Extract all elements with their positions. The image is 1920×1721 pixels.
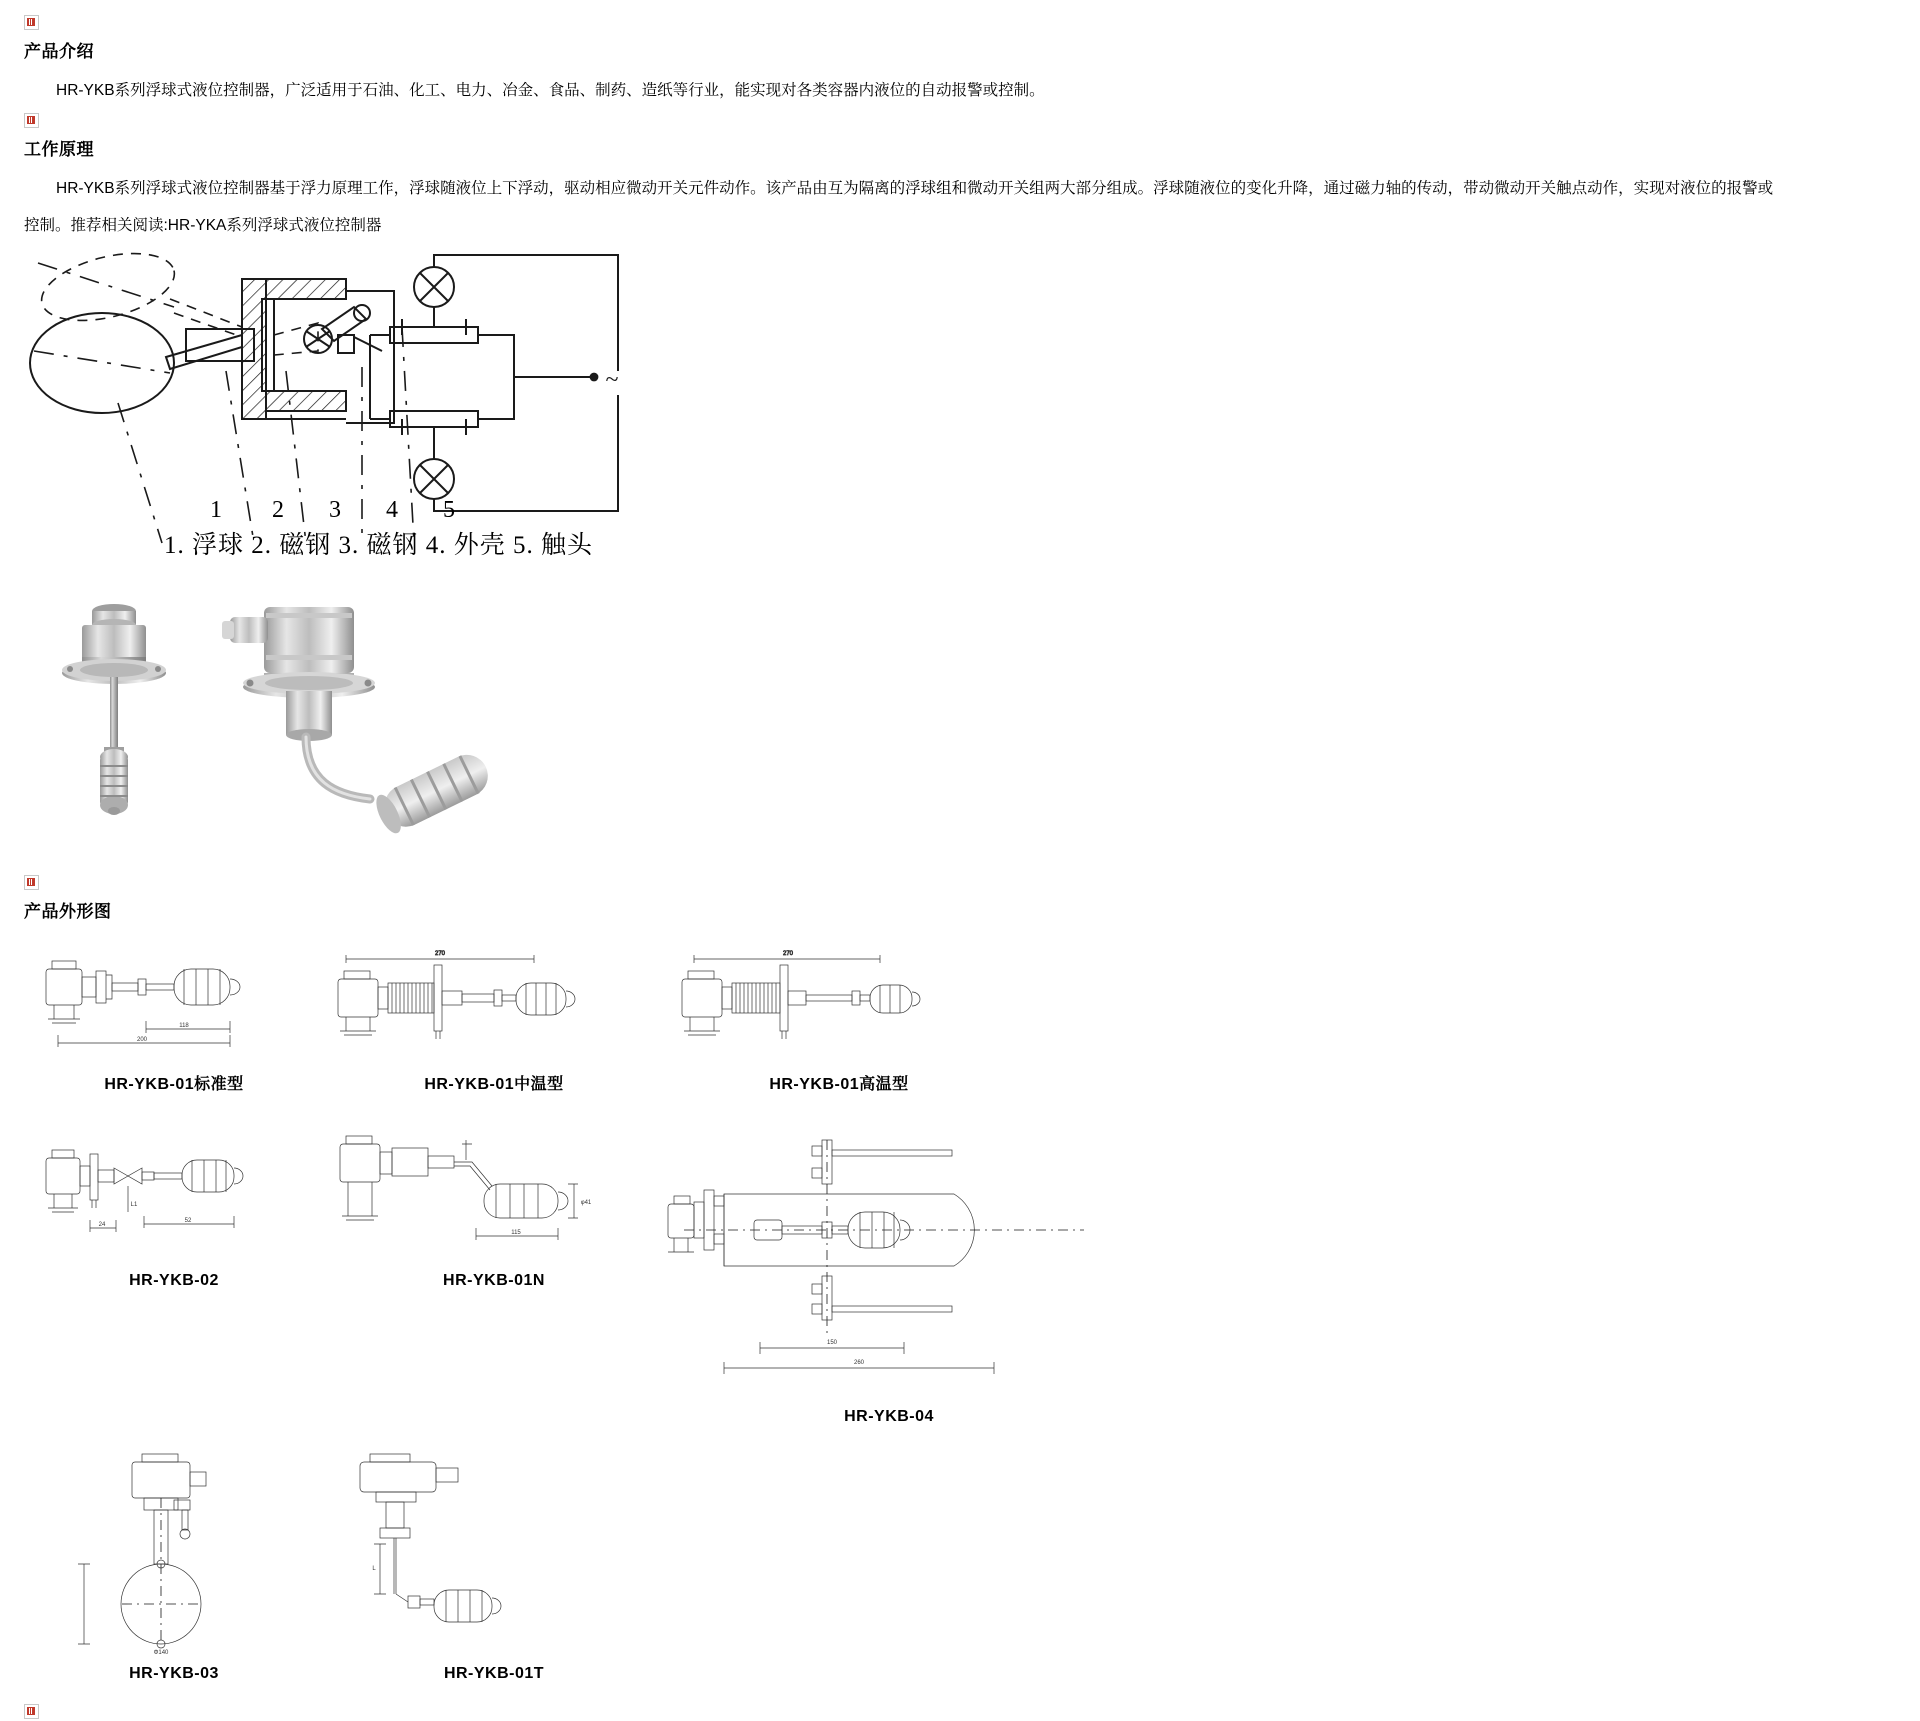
dim-L: L xyxy=(372,1566,376,1572)
caption-ykb01-standard: HR-YKB-01标准型 xyxy=(104,1076,244,1093)
dim-118: 118 xyxy=(179,1023,189,1029)
product-photo-right xyxy=(222,607,495,837)
section-title-outline: 产品外形图 xyxy=(24,902,112,921)
outline-cell-ykb04 xyxy=(664,1116,1114,1426)
product-photos xyxy=(34,595,1896,860)
outline-drawings-grid xyxy=(24,935,1896,1683)
caption-ykb03: HR-YKB-03 xyxy=(129,1665,219,1682)
dim-phi41: φ41 xyxy=(580,1200,592,1206)
caption-ykb02: HR-YKB-02 xyxy=(129,1272,219,1289)
outline-row-3 xyxy=(24,1444,1896,1683)
callout-number-1: 1 xyxy=(210,497,222,523)
principle-legend: 1. 浮球 2. 磁钢 3. 磁钢 4. 外壳 5. 触头 xyxy=(164,532,594,559)
drawing-ykb04 xyxy=(664,1116,1104,1406)
outline-cell-ykb01n xyxy=(324,1116,664,1290)
drawing-ykb01-standard xyxy=(24,935,314,1065)
outline-cell-ykb01-standard xyxy=(24,935,324,1094)
product-photo-left xyxy=(62,604,166,815)
callout-number-5: 5 xyxy=(443,497,455,523)
dim-270: 270 xyxy=(434,951,446,957)
outline-cell-ykb01-medium xyxy=(324,935,664,1094)
outline-row-1 xyxy=(24,935,1896,1094)
outline-cell-ykb01-high xyxy=(664,935,1014,1094)
drawing-ykb03 xyxy=(24,1444,314,1659)
outline-cell-ykb02 xyxy=(24,1116,324,1290)
caption-ykb01-high: HR-YKB-01高温型 xyxy=(769,1076,909,1093)
callout-number-4: 4 xyxy=(386,497,398,523)
dim-270: 270 xyxy=(782,951,794,957)
callout-number-2: 2 xyxy=(272,497,284,523)
callout-number-3: 3 xyxy=(329,497,341,523)
caption-ykb01n: HR-YKB-01N xyxy=(443,1272,545,1289)
dim-phi140: Φ140 xyxy=(153,1650,169,1656)
broken-image-icon xyxy=(24,15,39,30)
dim-115: 115 xyxy=(511,1230,521,1236)
dim-150: 150 xyxy=(826,1340,838,1346)
principle-paragraph-2: 控制。推荐相关阅读:HR-YKA系列浮球式液位控制器 xyxy=(24,217,382,234)
drawing-ykb01n xyxy=(324,1116,654,1266)
section-title-principle: 工作原理 xyxy=(24,140,94,159)
dim-24: 24 xyxy=(98,1222,106,1228)
broken-image-icon xyxy=(24,113,39,128)
outline-cell-ykb03 xyxy=(24,1444,324,1683)
caption-ykb04: HR-YKB-04 xyxy=(844,1408,934,1425)
intro-paragraph: HR-YKB系列浮球式液位控制器，广泛适用于石油、化工、电力、冶金、食品、制药、造纸等行业，能实现对各类容器内液位的自动报警或控制。 xyxy=(56,82,1045,99)
caption-ykb01t: HR-YKB-01T xyxy=(443,1665,545,1682)
principle-schematic-diagram xyxy=(18,247,1438,577)
drawing-ykb01-medium xyxy=(324,935,654,1065)
drawing-ykb02 xyxy=(24,1116,314,1266)
principle-paragraph-1: HR-YKB系列浮球式液位控制器基于浮力原理工作，浮球随液位上下浮动，驱动相应微动开关元件动作。该产品由互为隔离的浮球组和微动开关组两大部分组成。浮球随液位的变化升降，通过磁力轴的传动，带动微动开关触点动作，实现对液位的报警或 xyxy=(56,180,1774,197)
dim-L1: L1 xyxy=(130,1202,138,1208)
product-photo-group-svg xyxy=(34,595,554,860)
dim-260: 260 xyxy=(853,1360,865,1366)
caption-ykb01-medium: HR-YKB-01中温型 xyxy=(424,1076,564,1093)
outline-cell-ykb01t xyxy=(324,1444,664,1683)
broken-image-icon xyxy=(24,1704,39,1719)
svg-text:~: ~ xyxy=(605,367,619,393)
dim-52: 52 xyxy=(184,1218,192,1224)
dim-200: 200 xyxy=(136,1037,148,1043)
drawing-ykb01t xyxy=(324,1444,654,1659)
section-title-intro: 产品介绍 xyxy=(24,42,94,61)
broken-image-icon xyxy=(24,875,39,890)
principle-schematic-svg xyxy=(18,247,1438,547)
drawing-ykb01-high xyxy=(664,935,1004,1065)
outline-row-2 xyxy=(24,1116,1896,1426)
